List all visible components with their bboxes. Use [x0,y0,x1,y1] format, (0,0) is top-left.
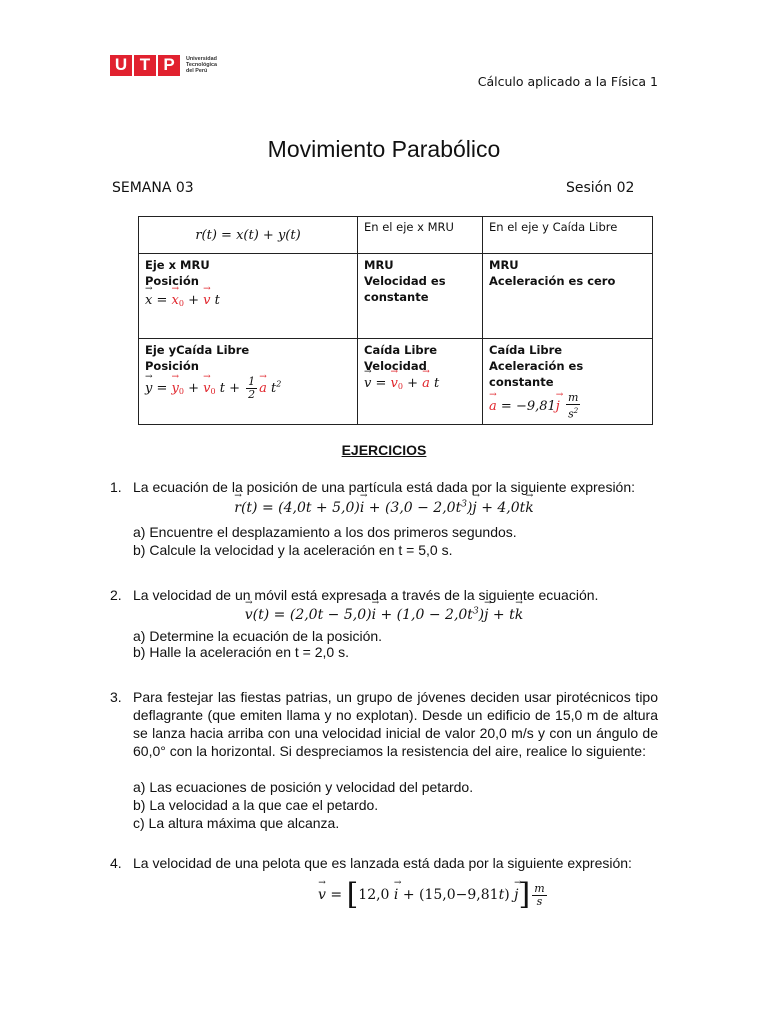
logo-subtitle: Universidad Tecnológica del Perú [186,56,218,74]
exercises-heading: EJERCICIOS [341,442,427,458]
exercise-3-part-b: b) La velocidad a la que cae el petardo. [133,797,379,813]
utp-logo [110,54,217,76]
exercise-3-part-a: a) Las ecuaciones de posición y velocidad del petardo. [133,779,474,795]
exercise-3-number: 3. [110,689,122,705]
formula-gravity: → a = −9,81→ j $\frac{m}{s^2}$ [489,392,646,421]
session-label: Sesión 02 [566,180,635,196]
exercise-2-part-a: a) Determine la ecuación de la posición. [133,628,383,644]
cell-position-equation: r(t) = x(t) + y(t) [139,217,358,254]
cell-y-velocity: Caída Libre Velocidad → v = → $v_0$ + → a t [358,339,483,425]
exercise-2-text: La velocidad de un móvil está expresada a través de la siguiente ecuación. [133,587,599,603]
exercise-4-text: La velocidad de una pelota que es lanzada está dada por la siguiente expresión: [133,855,632,871]
course-name: Cálculo aplicado a la Física 1 [477,74,658,89]
cell-x-position: Eje x MRU Posición → x = → $x_0$ + → v t [139,254,358,339]
cell-x-acceleration: MRU Aceleración es cero [483,254,653,339]
exercise-1-equation: → $r(t) = (4,0t + 5,0)\to i + (3,0 - 2,0t^3)\to j + 4,0t\to k$ [0,499,768,516]
formula-x-position: → x = → $x_0$ + → v t [145,293,351,308]
summary-table [138,216,653,425]
exercise-2-equation: → $v(t) = (2,0t - 5,0)\to i + (1,0 - 2,0t^3)\to j + t\to k$ [0,606,768,623]
exercise-1-text: La ecuación de la posición de una partícula está dada por la siguiente expresión: [133,479,636,495]
exercise-3-text: Para festejar las fiestas patrias, un grupo de jóvenes deciden usar pirotécnicos tipo deflagrante (que emiten llama y no explotan). Desde un edificio de 15,0 m de altura se lanza hacia arriba con una velocidad inicial de valor 20,0 m/s y con un ángulo de 60,0° con la horizontal. Si despreciamos la resistencia del aire, realice lo siguiente: [133,689,658,759]
cell-x-velocity: MRU Velocidad es constante [358,254,483,339]
logo-letter-p: P [158,55,180,76]
page-title: Movimiento Parabólico [267,136,501,162]
exercise-3-part-c: c) La altura máxima que alcanza. [133,815,340,831]
cell-y-acceleration: Caída Libre Aceleración es constante → a = −9,81→ j $\frac{m}{s^2}$ [483,339,653,425]
exercise-1-part-a: a) Encuentre el desplazamiento a los dos primeros segundos. [133,524,517,540]
logo-letter-t: T [134,55,156,76]
formula-y-velocity: → v = → $v_0$ + → a t [364,376,476,391]
exercise-2-part-b: b) Halle la aceleración en t = 2,0 s. [133,644,349,660]
exercise-2-number: 2. [110,587,122,603]
cell-x-axis: En el eje x MRU [358,217,483,254]
cell-y-axis: En el eje y Caída Libre [483,217,653,254]
exercise-1-part-b: b) Calcule la velocidad y la aceleración en t = 5,0 s. [133,542,453,558]
formula-y-position: → y = → $y_0$ + → $v_0$ t + $\frac{1}{2}$ → a $t^2$ [145,376,351,401]
logo-letter-u: U [110,55,132,76]
cell-y-position: Eje yCaída Libre Posición → y = → $y_0$ + → $v_0$ t + $\frac{1}{2}$ → a $t^2$ [139,339,358,425]
week-label: SEMANA 03 [112,180,194,196]
exercise-4-equation: → v = [ 12,0 → i + (15,0−9,81 t ) → j ] $\frac{m}{s}$ [318,880,549,910]
exercise-1-number: 1. [110,479,122,495]
exercise-4-number: 4. [110,855,122,871]
